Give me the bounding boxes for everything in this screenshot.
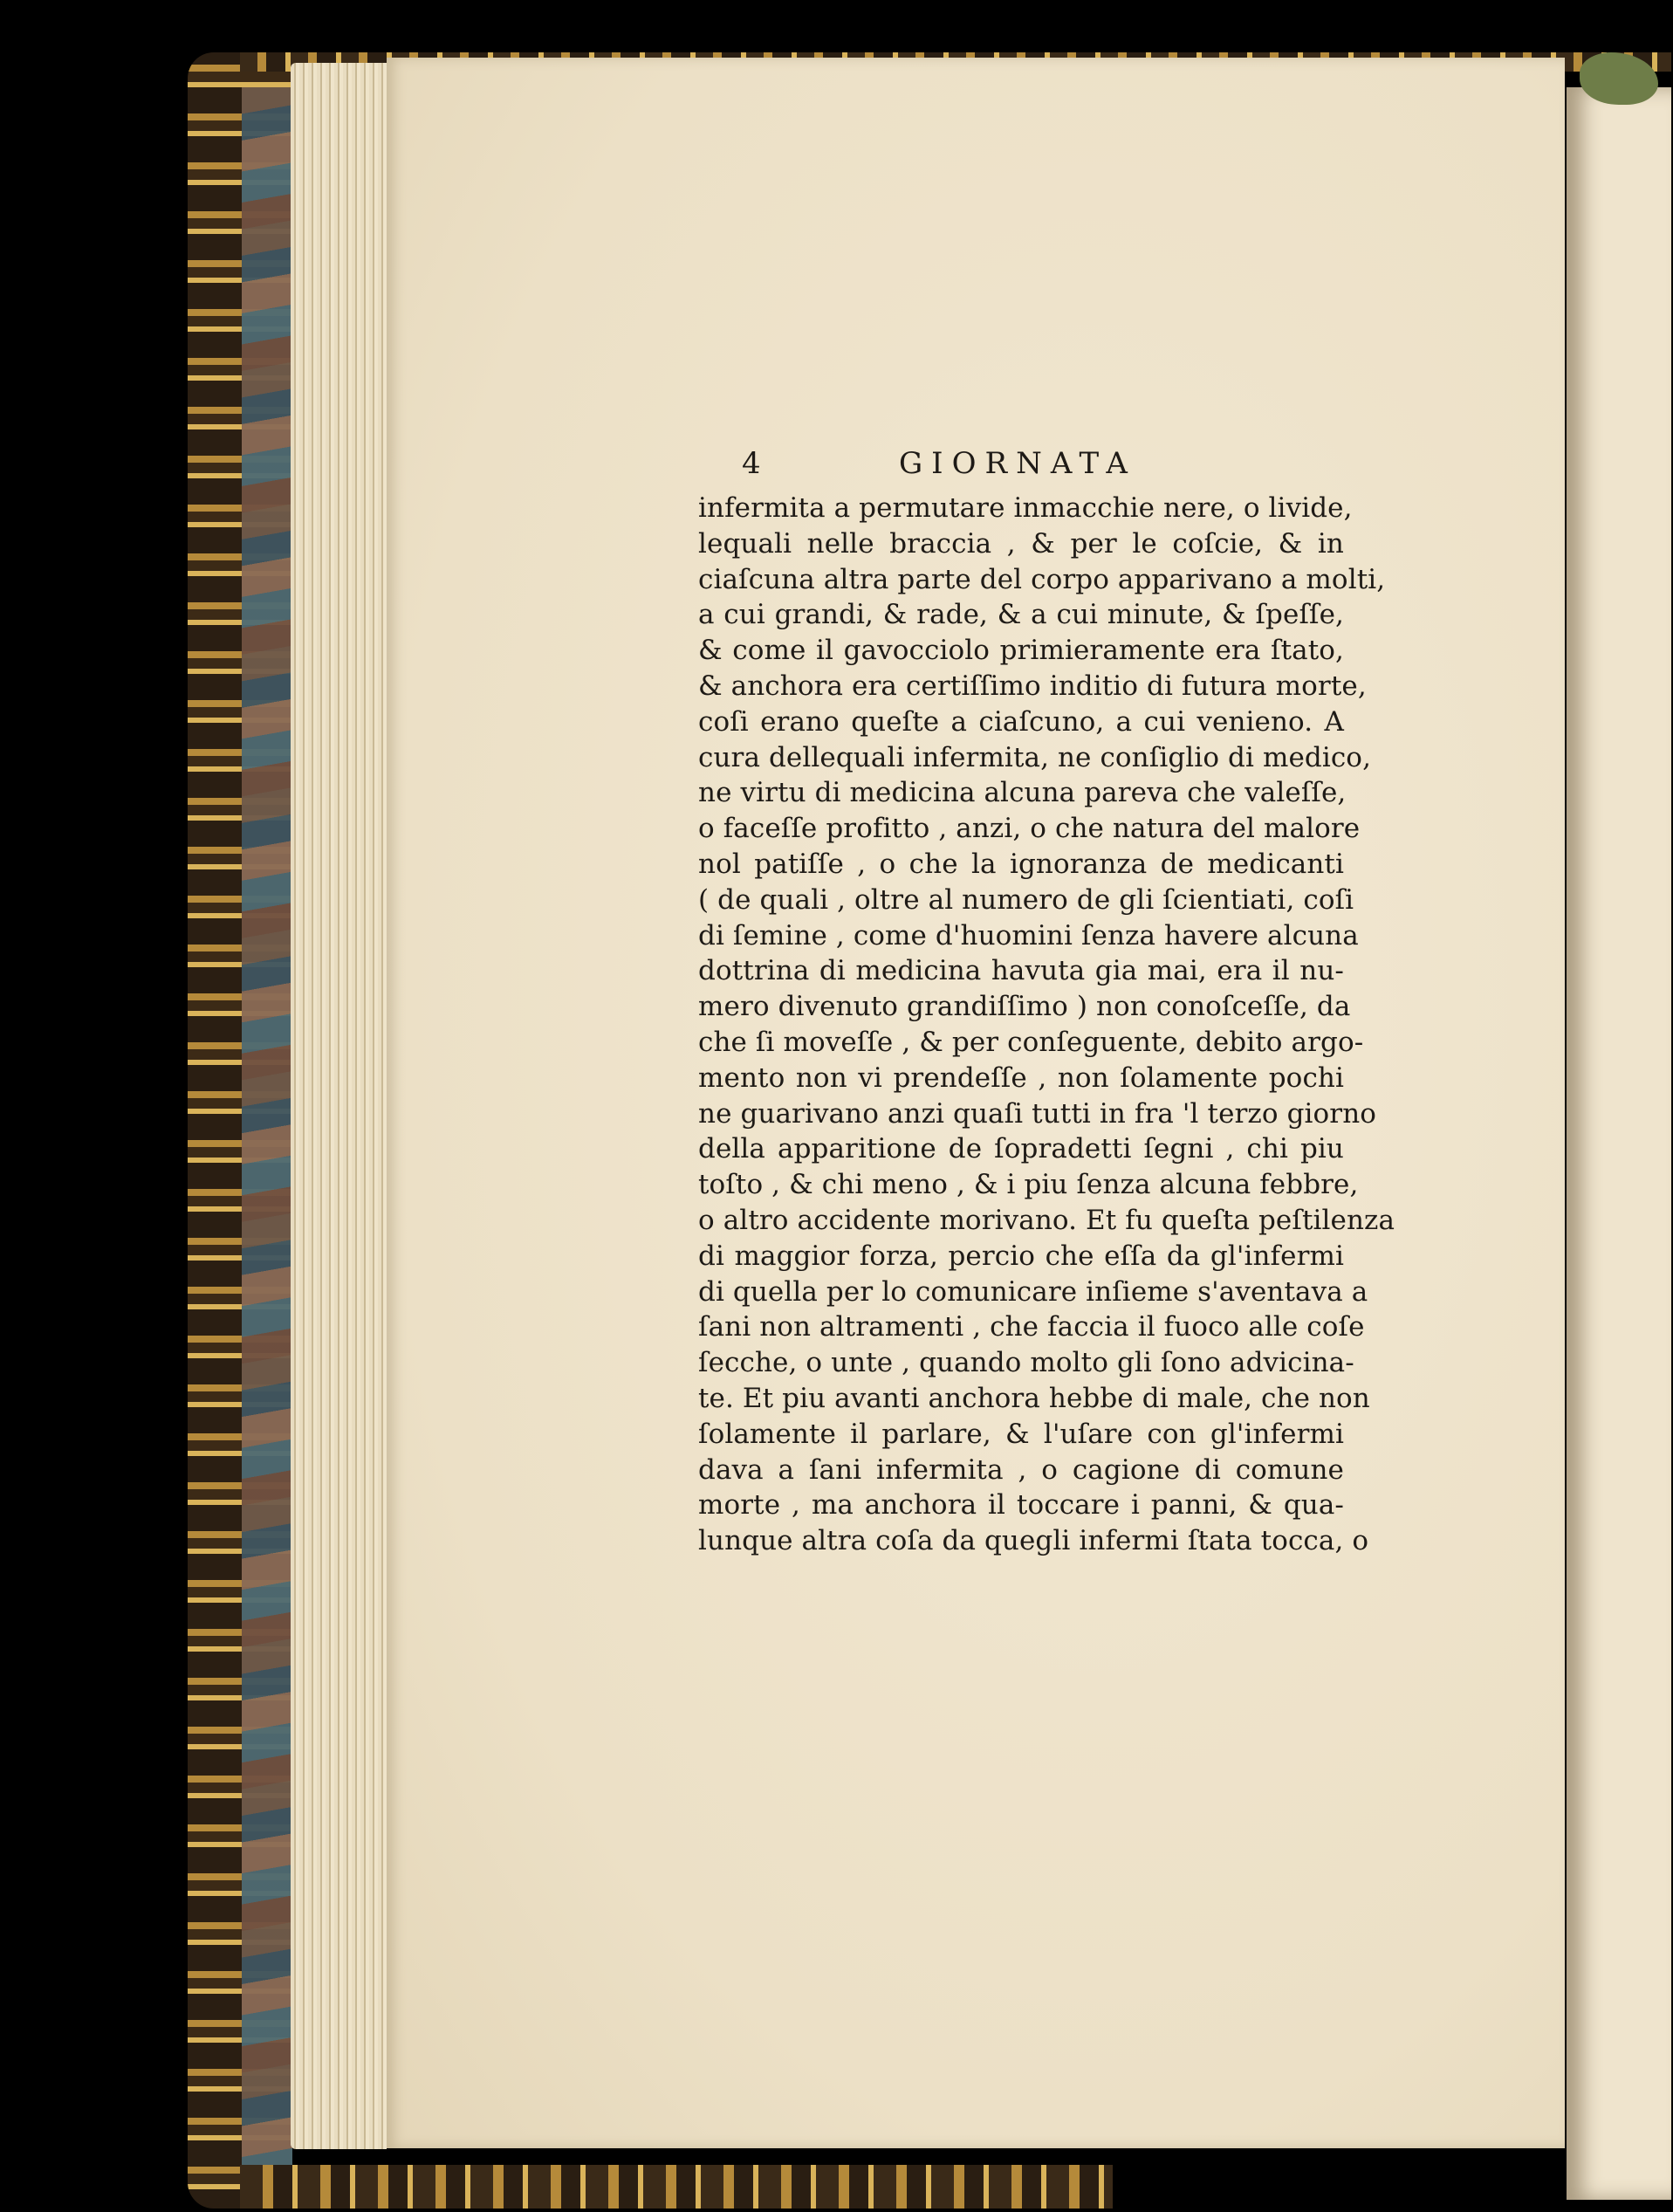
text-line: ne guarivano anzi quaſi tutti in fra 'l terzo giorno xyxy=(698,1097,1377,1130)
text-line: infermita a permutare inmacchie nere, o livide, xyxy=(698,492,1353,524)
text-line: della apparitione de ſopradetti ſegni , chi piu xyxy=(698,1133,1344,1165)
text-line: ne virtu di medicina alcuna pareva che valeſſe, xyxy=(698,777,1347,809)
text-line: & anchora era certiſſimo inditio di futura morte, xyxy=(698,670,1367,702)
text-line: dava a ſani infermita , o cagione di comune xyxy=(698,1453,1344,1486)
text-line: coſi erano queſte a ciaſcuno, a cui venieno. A xyxy=(698,705,1344,738)
page-number: 4 xyxy=(742,446,770,481)
text-line: ſani non altramenti , che faccia il fuoco alle coſe xyxy=(698,1311,1365,1343)
text-line: che ſi moveſſe , & per conſeguente, debito argo- xyxy=(698,1026,1364,1058)
text-line: ciaſcuna altra parte del corpo apparivano a molti, xyxy=(698,563,1386,595)
page-edges xyxy=(291,63,387,2149)
body-text xyxy=(698,491,1395,1559)
text-line: lequali nelle braccia , & per le coſcie, & in xyxy=(698,527,1344,560)
facing-page-edge xyxy=(1567,87,1671,2200)
running-title: GIORNATA xyxy=(899,446,1136,481)
text-line: toſto , & chi meno , & i piu ſenza alcuna febbre, xyxy=(698,1169,1359,1201)
text-line: di maggior forza, percio che eſſa da gl'infermi xyxy=(698,1240,1344,1272)
text-line: mero divenuto grandiſſimo ) non conoſceſſe, da xyxy=(698,991,1351,1023)
text-line: cura dellequali infermita, ne conſiglio di medico, xyxy=(698,741,1372,773)
text-line: ſolamente il parlare, & l'uſare con gl'infermi xyxy=(698,1418,1344,1450)
text-line: ( de quali , oltre al numero de gli ſcientiati, coſi xyxy=(698,883,1354,916)
text-line: mento non vi prendeſſe , non ſolamente pochi xyxy=(698,1061,1344,1094)
text-line: o faceſſe profitto , anzi, o che natura del malore xyxy=(698,813,1361,845)
text-line: a cui grandi, & rade, & a cui minute, & ſpeſſe, xyxy=(698,599,1344,631)
text-line: dottrina di medicina havuta gia mai, era il nu- xyxy=(698,955,1344,987)
gilt-bottom-border xyxy=(240,2165,1113,2209)
text-line: o altro accidente morivano. Et fu queſta peſtilenza xyxy=(698,1204,1395,1236)
text-block xyxy=(698,436,1395,1559)
text-line: nol patiſſe , o che la ignoranza de medicanti xyxy=(698,848,1344,880)
text-line: morte , ma anchora il toccare i panni, & qua- xyxy=(698,1489,1344,1522)
marbled-edge xyxy=(242,87,292,2165)
text-line: di quella per lo comunicare inſieme s'aventava a xyxy=(698,1275,1368,1308)
running-head xyxy=(698,436,1344,491)
text-line: lunque altra coſa da quegli infermi ſtata tocca, o xyxy=(698,1525,1369,1557)
text-line: & come il gavocciolo primieramente era ſtato, xyxy=(698,635,1344,667)
text-line: te. Et piu avanti anchora hebbe di male, che non xyxy=(698,1382,1370,1414)
text-line: ſecche, o unte , quando molto gli ſono advicina- xyxy=(698,1347,1354,1379)
text-line: di ſemine , come d'huomini ſenza havere alcuna xyxy=(698,919,1359,951)
